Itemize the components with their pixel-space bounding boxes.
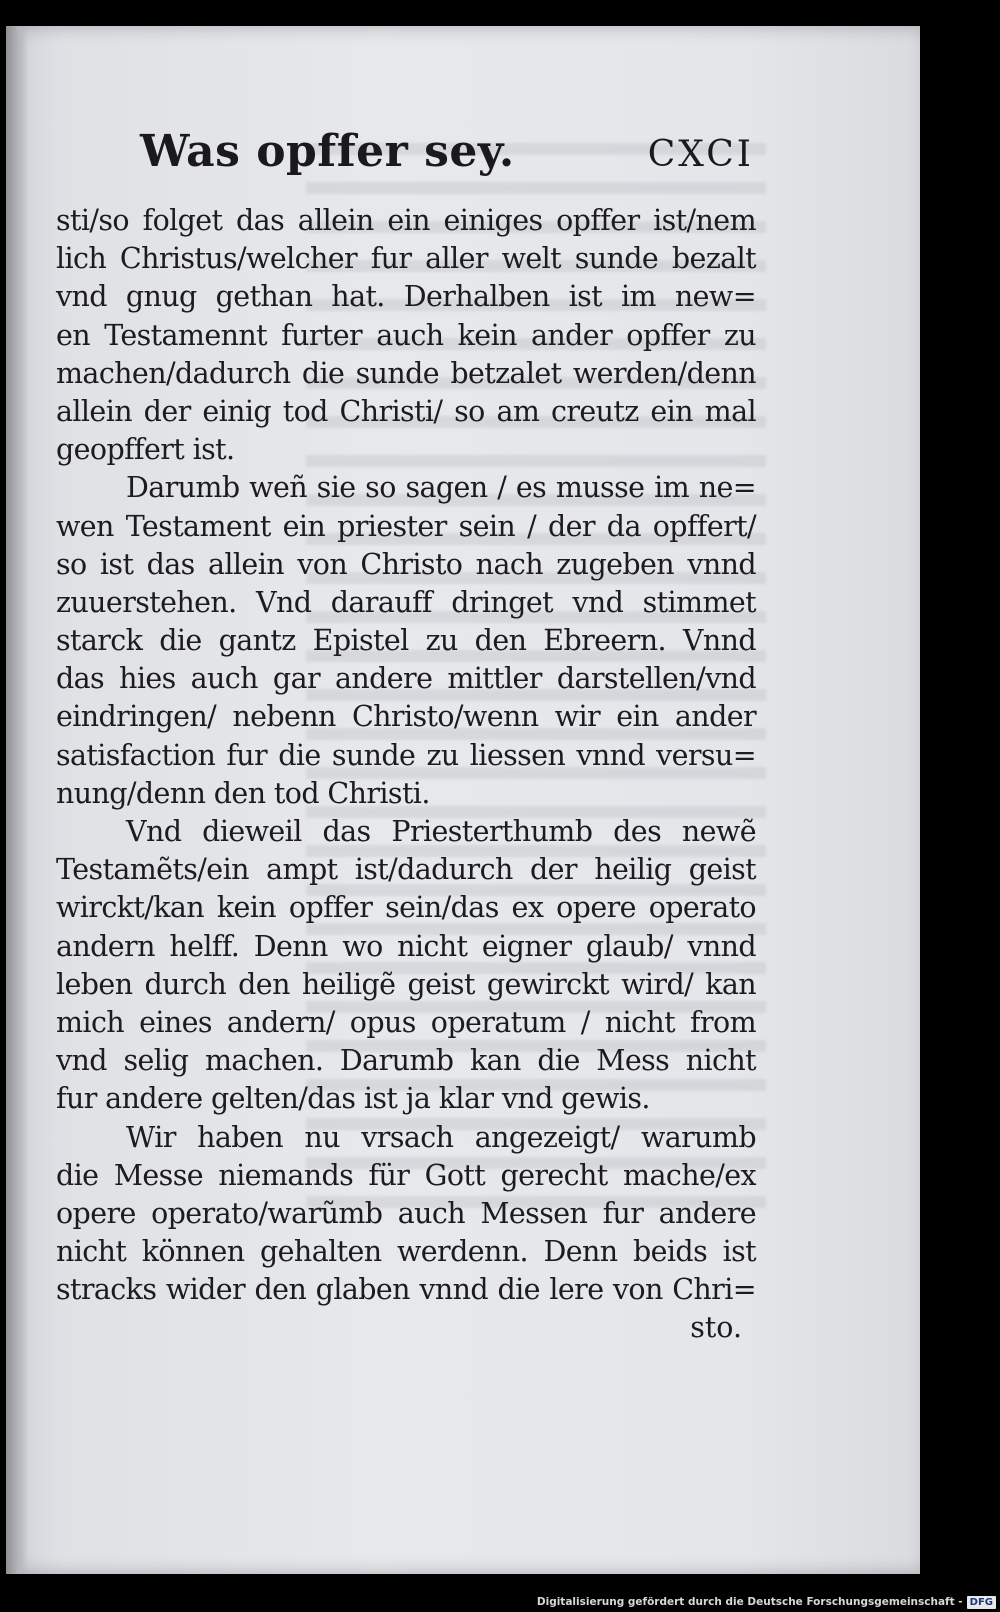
catchword: sto. bbox=[690, 1311, 742, 1345]
text-line: starck die gantz Epistel zu den Ebreern. Vnnd bbox=[56, 624, 756, 658]
text-line: opere operato/warũmb auch Messen fur andere bbox=[56, 1196, 756, 1230]
text-line: zuuerstehen. Vnd darauff dringet vnd stimmet bbox=[56, 585, 756, 619]
text-line: eindringen/ nebenn Christo/wenn wir ein ander bbox=[56, 700, 756, 734]
credit-text: Digitalisierung gefördert durch die Deutsche Forschungsgemeinschaft - bbox=[536, 1596, 963, 1608]
text-line: das hies auch gar andere mittler darstellen/vnd bbox=[56, 662, 756, 696]
text-line: Vnd dieweil das Priesterthumb des newẽ bbox=[126, 815, 756, 848]
text-line: Wir haben nu vrsach angezeigt/ warumb bbox=[126, 1120, 756, 1154]
text-line: vnd gnug gethan hat. Derhalben ist im new= bbox=[56, 280, 756, 314]
text-line: wen Testament ein priester sein / der da opffert/ bbox=[56, 509, 756, 543]
text-line: lich Christus/welcher fur aller welt sunde bezalt bbox=[56, 242, 756, 276]
text-line: fur andere gelten/das ist ja klar vnd gewis. bbox=[56, 1082, 650, 1116]
running-title: Was opffer sey. bbox=[140, 126, 515, 177]
text-line: stracks wider den glaben vnnd die lere von Chri= bbox=[56, 1273, 756, 1307]
text-line: nung/denn den tod Christi. bbox=[56, 776, 430, 810]
text-line: nicht können gehalten werdenn. Denn beids ist bbox=[56, 1235, 756, 1269]
folio-number: CXCI bbox=[647, 134, 754, 175]
book-page bbox=[6, 26, 920, 1574]
page-gutter-shadow bbox=[6, 26, 28, 1574]
text-line: Testamẽts/ein ampt ist/dadurch der heilig geist bbox=[56, 853, 756, 887]
dfg-logo-icon: DFG bbox=[967, 1596, 996, 1609]
text-line: leben durch den heiligẽ geist gewirckt wird/ kan bbox=[56, 967, 756, 1001]
text-line: allein der einig tod Christi/ so am creutz ein mal bbox=[56, 394, 756, 428]
text-line: andern helff. Denn wo nicht eigner glaub/ vnnd bbox=[56, 929, 756, 963]
text-line: vnd selig machen. Darumb kan die Mess nicht bbox=[56, 1044, 756, 1078]
text-line: sti/so folget das allein ein einiges opffer ist/nem bbox=[56, 204, 756, 237]
page-header bbox=[140, 126, 754, 196]
text-line: mich eines andern/ opus operatum / nicht from bbox=[56, 1005, 756, 1039]
digitization-credit bbox=[537, 1592, 996, 1612]
text-line: satisfaction fur die sunde zu liessen vnnd versu= bbox=[56, 738, 756, 772]
text-block bbox=[56, 202, 756, 1348]
text-line: geopffert ist. bbox=[56, 433, 235, 467]
text-line: en Testamennt furter auch kein ander opffer zu bbox=[56, 318, 756, 352]
text-line: machen/dadurch die sunde betzalet werden/denn bbox=[56, 356, 756, 390]
text-line: so ist das allein von Christo nach zugeben vnnd bbox=[56, 547, 756, 581]
text-line: Darumb weñ sie so sagen / es musse im ne= bbox=[126, 471, 756, 505]
text-line: die Messe niemands für Gott gerecht mache/ex bbox=[56, 1158, 756, 1192]
text-line: wirckt/kan kein opffer sein/das ex opere operato bbox=[56, 891, 756, 925]
